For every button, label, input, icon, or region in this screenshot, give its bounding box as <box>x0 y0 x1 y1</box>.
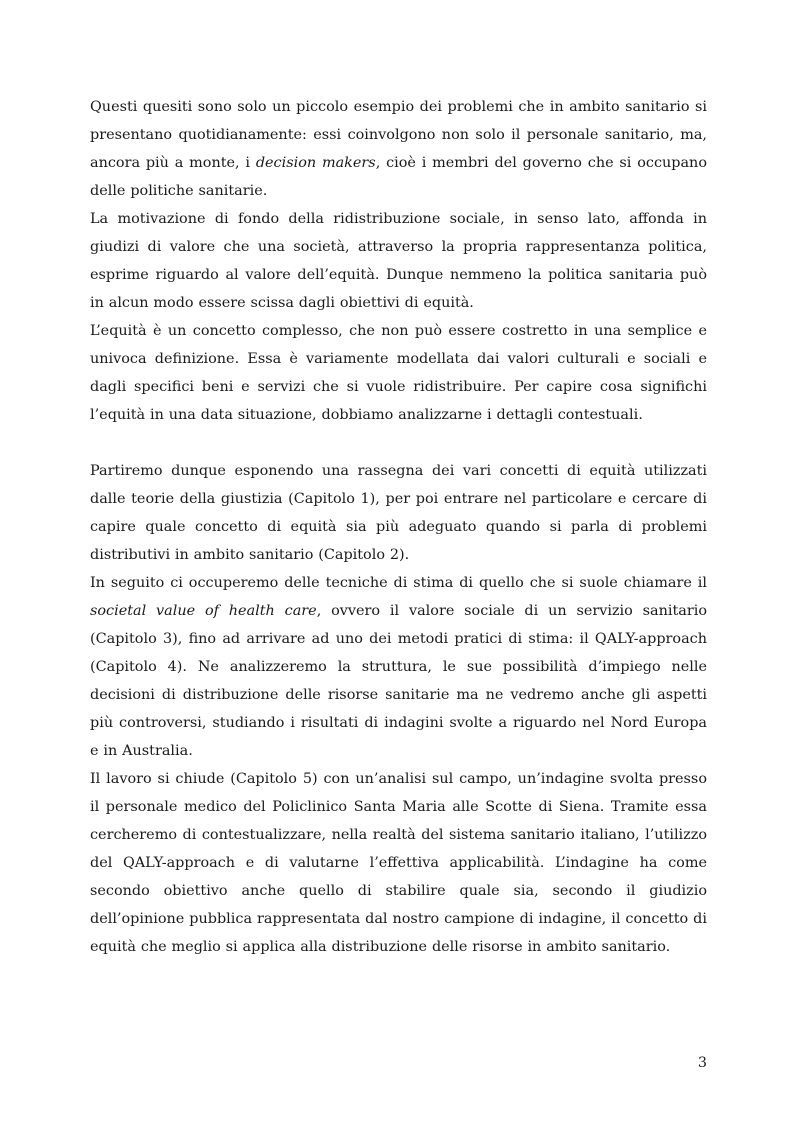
page-body <box>90 93 707 961</box>
paragraph-1-text-a: Questi quesiti sono solo un piccolo esempio dei problemi che in ambito sanitario si presentano quotidianamente: essi coinvolgono non solo il personale sanitario, ma, ancora più a monte, i <box>90 99 707 171</box>
paragraph-6: Il lavoro si chiude (Capitolo 5) con un’analisi sul campo, un’indagine svolta presso il personale medico del Policlinico Santa Maria alle Scotte di Siena. Tramite essa cercheremo di contestualizzare, nella realtà del sistema sanitario italiano, l’utilizzo del QALY-approach e di valutarne l’effettiva applicabilità. L’indagine ha come secondo obiettivo anche quello di stabilire quale sia, secondo il giudizio dell’opinione pubblica rappresentata dal nostro campione di indagine, il concetto di equità che meglio si applica alla distribuzione delle risorse in ambito sanitario. <box>90 771 707 955</box>
paragraph-gap <box>90 429 707 457</box>
paragraph-5 <box>90 569 707 765</box>
paragraph-1 <box>90 93 707 205</box>
paragraph-2: La motivazione di fondo della ridistribuzione sociale, in senso lato, affonda in giudizi di valore che una società, attraverso la propria rappresentanza politica, esprime riguardo al valore dell’equità. Dunque nemmeno la politica sanitaria può in alcun modo essere scissa dagli obiettivi di equità. <box>90 211 707 311</box>
paragraph-4: Partiremo dunque esponendo una rassegna dei vari concetti di equità utilizzati dalle teorie della giustizia (Capitolo 1), per poi entrare nel particolare e cercare di capire quale concetto di equità sia più adeguato quando si parla di problemi distributivi in ambito sanitario (Capitolo 2). <box>90 463 707 563</box>
paragraph-1-text-b: , cioè i membri del governo che si occupano delle politiche sanitarie. <box>90 155 707 199</box>
paragraph-3: L’equità è un concetto complesso, che non può essere costretto in una semplice e univoca definizione. Essa è variamente modellata dai valori culturali e sociali e dagli specifici beni e servizi che si vuole ridistribuire. Per capire cosa significhi l’equità in una data situazione, dobbiamo analizzarne i dettagli contestuali. <box>90 323 707 423</box>
paragraph-5-emphasis: societal value of health care <box>90 603 317 619</box>
paragraph-5-text-a: In seguito ci occuperemo delle tecniche di stima di quello che si suole chiamare il <box>90 575 707 591</box>
page-number: 3 <box>697 1055 707 1071</box>
paragraph-5-text-b: , ovvero il valore sociale di un servizio sanitario (Capitolo 3), fino ad arrivare ad uno dei metodi pratici di stima: il QALY-approach (Capitolo 4). Ne analizzeremo la struttura, le sue possibilità d’impiego nelle decisioni di distribuzione delle risorse sanitarie ma ne vedremo anche gli aspetti più controversi, studiando i risultati di indagini svolte a riguardo nel Nord Europa e in Australia. <box>90 603 707 759</box>
paragraph-1-emphasis: decision makers <box>255 155 376 171</box>
